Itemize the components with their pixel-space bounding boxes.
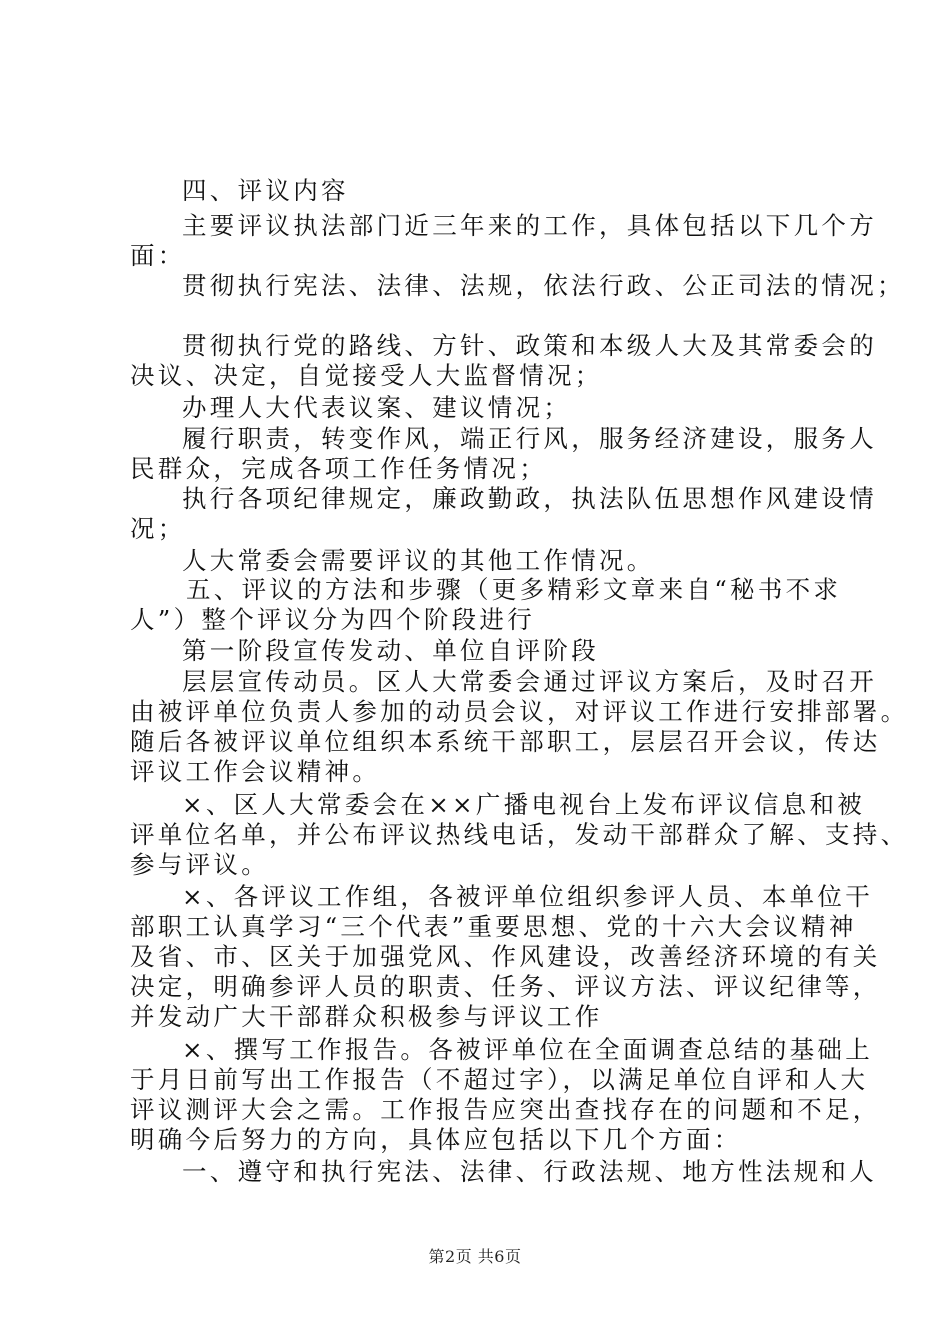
body-line: 并发动广大干部群众积极参与评议工作 — [130, 1002, 603, 1031]
body-line: 决议、决定，自觉接受人大监督情况； — [130, 361, 603, 390]
body-line: 办理人大代表议案、建议情况； — [182, 393, 572, 422]
body-line: 及省、市、区关于加强党风、作风建设，改善经济环境的有关 — [130, 942, 881, 971]
body-line: 部职工认真学习“三个代表”重要思想、党的十六大会议精神 — [130, 912, 857, 941]
body-line: 由被评单位负责人参加的动员会议，对评议工作进行安排部署。 — [130, 697, 909, 726]
body-line: 层层宣传动员。区人大常委会通过评议方案后，及时召开 — [182, 667, 877, 696]
body-line: ×、撰写工作报告。各被评单位在全面调查总结的基础上 — [182, 1035, 874, 1064]
body-line: 第一阶段宣传发动、单位自评阶段 — [182, 636, 599, 665]
body-line: 况； — [130, 514, 186, 543]
body-line: 决定，明确参评人员的职责、任务、评议方法、评议纪律等， — [130, 972, 881, 1001]
body-line: 履行职责，转变作风，端正行风，服务经济建设，服务人 — [182, 424, 877, 453]
body-line: 参与评议。 — [130, 850, 269, 879]
body-line: 明确今后努力的方向，具体应包括以下几个方面： — [130, 1125, 742, 1154]
body-line: 主要评议执法部门近三年来的工作，具体包括以下几个方 — [182, 211, 877, 240]
body-line: 随后各被评议单位组织本系统干部职工，层层召开会议，传达 — [130, 727, 881, 756]
body-line: 评议工作会议精神。 — [130, 757, 381, 786]
body-line: ×、各评议工作组，各被评单位组织参评人员、本单位干 — [182, 882, 874, 911]
body-line: 评单位名单，并公布评议热线电话，发动干部群众了解、支持、 — [130, 820, 909, 849]
body-line: 于月日前写出工作报告（不超过字），以满足单位自评和人大 — [130, 1065, 869, 1094]
body-line: 贯彻执行党的路线、方针、政策和本级人大及其常委会的 — [182, 331, 877, 360]
body-line: 民群众，完成各项工作任务情况； — [130, 454, 547, 483]
section-heading: 五、评议的方法和步骤（更多精彩文章来自“秘书不求 — [186, 575, 842, 604]
body-line: 评议测评大会之需。工作报告应突出查找存在的问题和不足， — [130, 1095, 881, 1124]
body-line: 人大常委会需要评议的其他工作情况。 — [182, 546, 655, 575]
page-number: 第2页 共6页 — [428, 1247, 522, 1266]
body-line: 贯彻执行宪法、法律、法规，依法行政、公正司法的情况； — [182, 271, 905, 300]
body-line: 执行各项纪律规定，廉政勤政，执法队伍思想作风建设情 — [182, 484, 877, 513]
body-line: 人”）整个评议分为四个阶段进行 — [130, 605, 536, 634]
body-line: ×、区人大常委会在××广播电视台上发布评议信息和被 — [182, 790, 866, 819]
section-heading: 四、评议内容 — [182, 176, 349, 205]
body-line: 一、遵守和执行宪法、法律、行政法规、地方性法规和人 — [182, 1157, 877, 1186]
body-line: 面： — [130, 241, 186, 270]
